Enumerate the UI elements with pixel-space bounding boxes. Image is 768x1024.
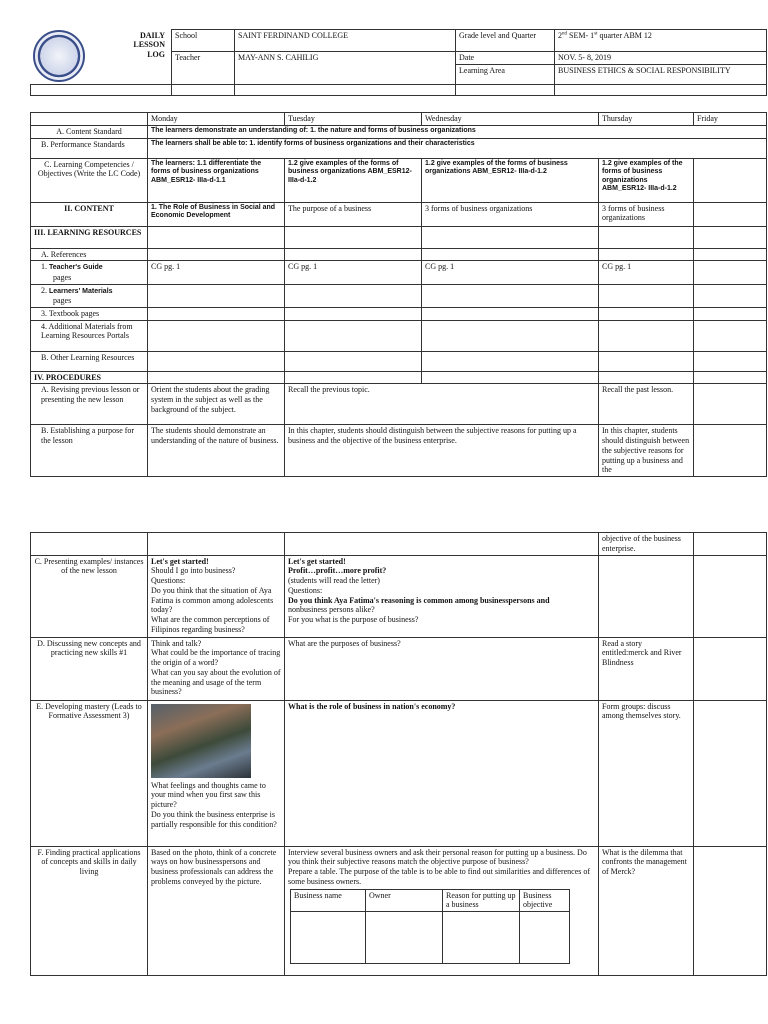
resources-label: III. LEARNING RESOURCES xyxy=(31,226,148,248)
grade-label: Grade level and Quarter xyxy=(456,30,555,52)
content-standard-label: A. Content Standard xyxy=(31,125,148,138)
performance-label: B. Performance Standards xyxy=(31,138,148,158)
learners-materials-label: 2. Learners' Materials pages xyxy=(31,284,148,307)
grade-value: 2nd SEM- 1st quarter ABM 12 xyxy=(555,30,767,52)
establishing-monday: The students should demonstrate an understanding of the nature of business. xyxy=(148,425,285,477)
developing-tuesday: What is the role of business in nation's economy? xyxy=(285,700,599,846)
school-value: SAINT FERDINAND COLLEGE xyxy=(235,30,456,52)
content-monday: 1. The Role of Business in Social and Economic Development xyxy=(148,202,285,226)
interview-header-objective: Business objective xyxy=(520,889,570,912)
developing-thursday: Form groups: discuss among themselves story. xyxy=(599,700,694,846)
presenting-tuesday: Let's get started! Profit…profit…more profit? (students will read the letter) Questions: Do you think Aya Fatima's reasoning is common among businesspersons and nonbusiness persons alike? For you what is the purpose of business? xyxy=(285,555,599,637)
tg-tuesday: CG pg. 1 xyxy=(285,261,422,284)
interview-header-name: Business name xyxy=(291,889,366,912)
teacher-value: MAY-ANN S. CAHILIG xyxy=(235,52,456,85)
additional-materials-label: 4. Additional Materials from Learning Resources Portals xyxy=(31,320,148,351)
discussing-monday: Think and talk? What could be the importance of tracing the origin of a word? What can you say about the evolution of the meaning and usage of the term business? xyxy=(148,637,285,700)
area-label: Learning Area xyxy=(456,64,555,84)
content-thursday: 3 forms of business organizations xyxy=(599,202,694,226)
competencies-wednesday: 1.2 give examples of the forms of business organizations ABM_ESR12- IIIa-d-1.2 xyxy=(422,158,599,202)
competencies-label: C. Learning Competencies / Objectives (Write the LC Code) xyxy=(31,158,148,202)
teacher-label: Teacher xyxy=(172,52,235,85)
day-tuesday: Tuesday xyxy=(285,113,422,126)
establishing-tuesday: In this chapter, students should distinguish between the subjective reasons for putting up a business and the objective of the business enterprise. xyxy=(285,425,599,477)
lesson-plan-table-continued xyxy=(30,532,767,976)
textbook-label: 3. Textbook pages xyxy=(31,307,148,320)
daily-lesson-log-title: DAILY LESSON LOG xyxy=(31,30,172,85)
tg-monday: CG pg. 1 xyxy=(148,261,285,284)
date-value: NOV. 5- 8, 2019 xyxy=(555,52,767,65)
interview-header-owner: Owner xyxy=(366,889,443,912)
establishing-label: B. Establishing a purpose for the lesson xyxy=(31,425,148,477)
finding-tuesday: Interview several business owners and ask their personal reason for putting up a business. Do you think their subjective reasons match the objective purpose of business? Prepare a table. The purpose of the table is to be able to find out similarities and differences of some business owners. Business name Owner Reason for putting up a business Business objective xyxy=(285,846,599,975)
competencies-thursday: 1.2 give examples of the forms of business organizations ABM_ESR12- IIIa-d-1.2 xyxy=(599,158,694,202)
lesson-plan-table xyxy=(30,112,767,477)
performance-value: The learners shall be able to: 1. identify forms of business organizations and their characteristics xyxy=(148,138,767,158)
competencies-monday: The learners: 1.1 differentiate the forms of business organizations ABM_ESR12- IIIa-d-1.1 xyxy=(148,158,285,202)
discussing-thursday: Read a story entitled:merck and River Blindness xyxy=(599,637,694,700)
presenting-monday: Let's get started! Should I go into business? Questions: Do you think that the situation of Aya Fatima is common among adolescents today? What are the common perceptions of Filipinos regarding business? xyxy=(148,555,285,637)
interview-header-reason: Reason for putting up a business xyxy=(443,889,520,912)
content-label: II. CONTENT xyxy=(31,202,148,226)
developing-label: E. Developing mastery (Leads to Formative Assessment 3) xyxy=(31,700,148,846)
presenting-label: C. Presenting examples/ instances of the new lesson xyxy=(31,555,148,637)
day-wednesday: Wednesday xyxy=(422,113,599,126)
revising-label: A. Revising previous lesson or presenting the new lesson xyxy=(31,384,148,425)
day-thursday: Thursday xyxy=(599,113,694,126)
school-label: School xyxy=(172,30,235,52)
revising-thursday: Recall the past lesson. xyxy=(599,384,694,425)
developing-monday: What feelings and thoughts came to your mind when you first saw this picture? Do you think the business enterprise is partially responsible for this condition? xyxy=(148,700,285,846)
interview-table xyxy=(290,889,570,965)
tg-wednesday: CG pg. 1 xyxy=(422,261,599,284)
finding-label: F. Finding practical applications of concepts and skills in daily living xyxy=(31,846,148,975)
references-label: A. References xyxy=(31,248,148,261)
finding-monday: Based on the photo, think of a concrete ways on how businesspersons and business professionals can address the problems conveyed by the picture. xyxy=(148,846,285,975)
discussing-tuesday: What are the purposes of business? xyxy=(285,637,599,700)
header-table xyxy=(30,29,767,96)
establishing-thursday: In this chapter, students should distinguish between the subjective reasons for putting up a business and the xyxy=(599,425,694,477)
thursday-continued: objective of the business enterprise. xyxy=(599,533,694,556)
tg-thursday: CG pg. 1 xyxy=(599,261,694,284)
procedures-label: IV. PROCEDURES xyxy=(31,371,148,384)
content-standard-value: The learners demonstrate an understanding of: 1. the nature and forms of business organizations xyxy=(148,125,767,138)
day-friday: Friday xyxy=(694,113,767,126)
discussing-label: D. Discussing new concepts and practicing new skills #1 xyxy=(31,637,148,700)
slum-photo xyxy=(151,704,251,778)
teachers-guide-label: 1. Teacher's Guide pages xyxy=(31,261,148,284)
content-tuesday: The purpose of a business xyxy=(285,202,422,226)
date-label: Date xyxy=(456,52,555,65)
competencies-tuesday: 1.2 give examples of the forms of business organizations ABM_ESR12- IIIa-d-1.2 xyxy=(285,158,422,202)
day-monday: Monday xyxy=(148,113,285,126)
revising-tuesday: Recall the previous topic. xyxy=(285,384,599,425)
area-value: BUSINESS ETHICS & SOCIAL RESPONSIBILITY xyxy=(555,64,767,84)
content-wednesday: 3 forms of business organizations xyxy=(422,202,599,226)
revising-monday: Orient the students about the grading system in the subject as well as the background of the subject. xyxy=(148,384,285,425)
finding-thursday: What is the dilemma that confronts the management of Merck? xyxy=(599,846,694,975)
other-resources-label: B. Other Learning Resources xyxy=(31,351,148,371)
